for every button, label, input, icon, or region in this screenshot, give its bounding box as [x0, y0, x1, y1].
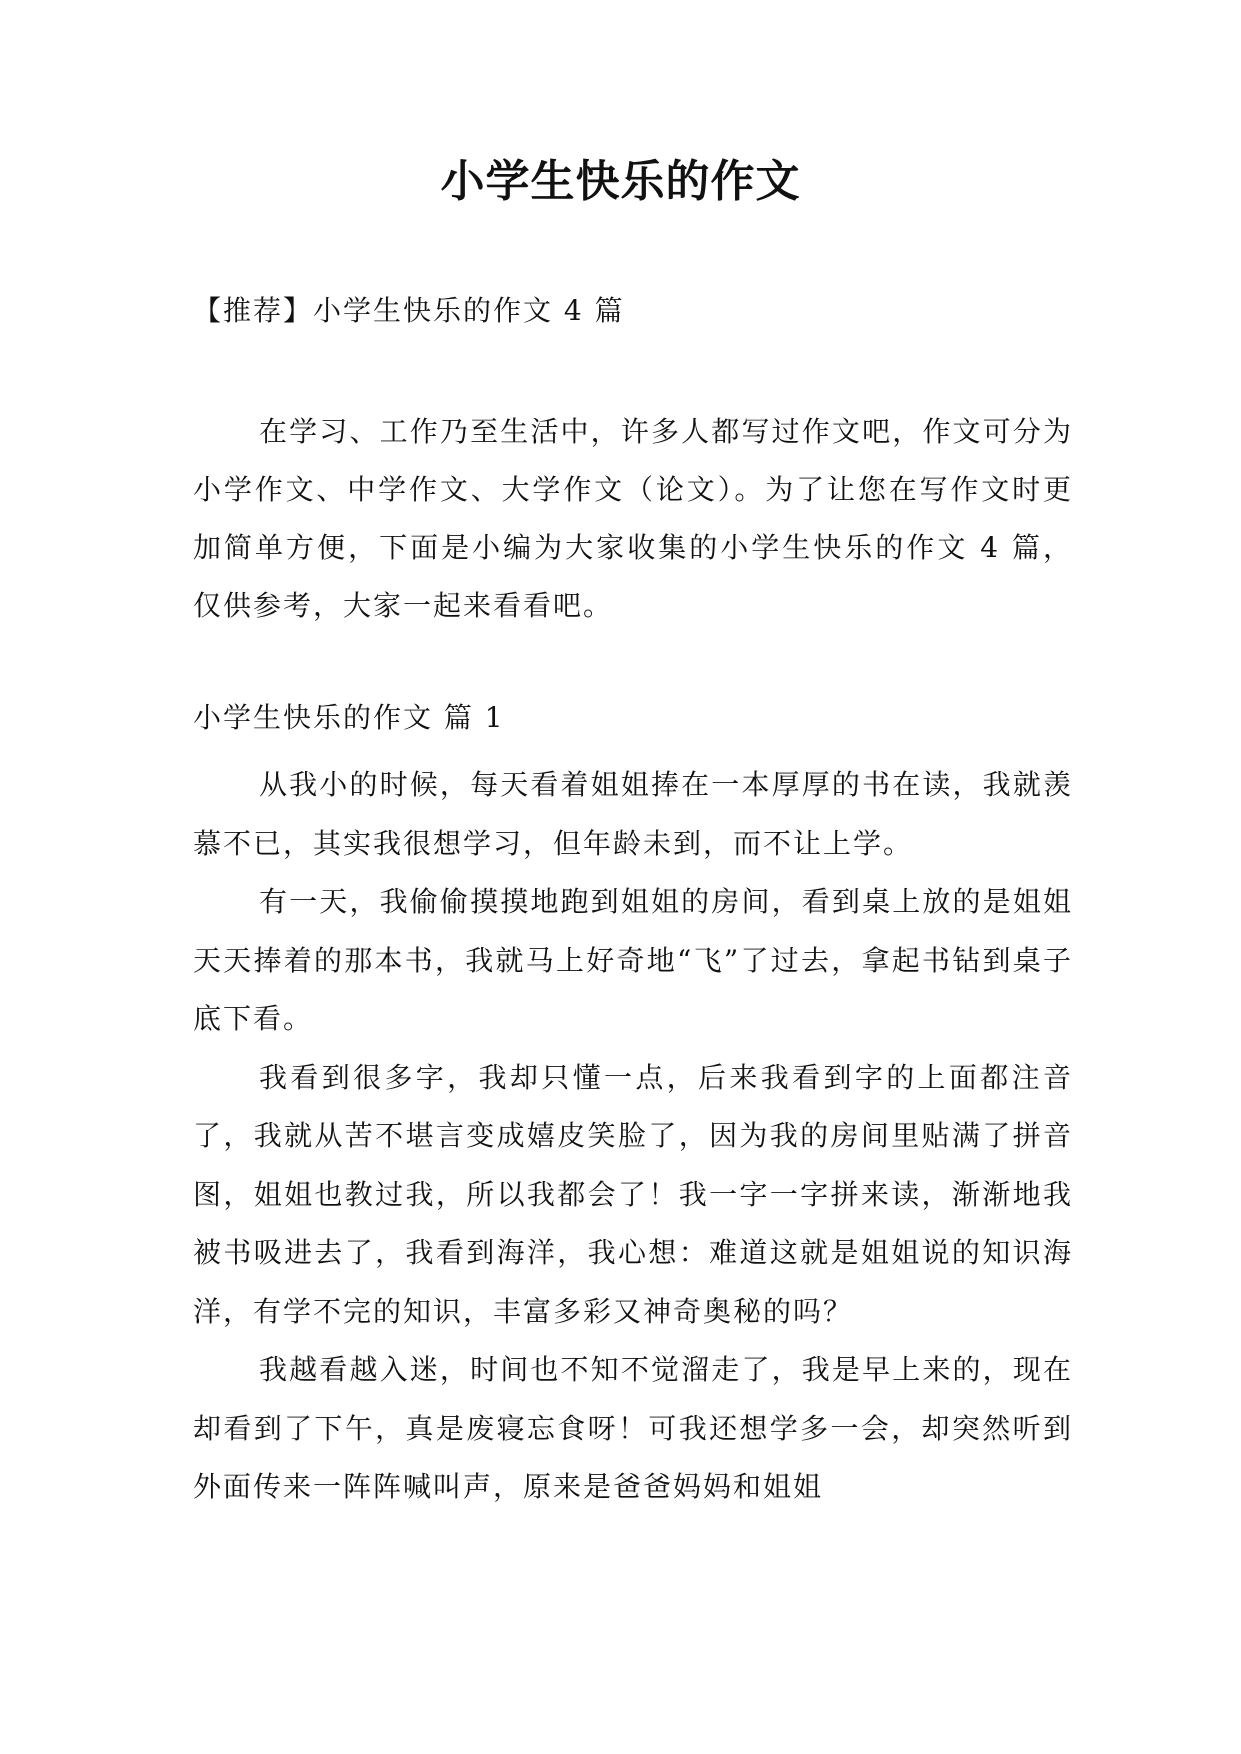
essay-paragraph-1: 从我小的时候，每天看着姐姐捧在一本厚厚的书在读，我就羡慕不已，其实我很想学习，但年龄未到，而不让上学。	[193, 768, 1073, 860]
intro-paragraph: 在学习、工作乃至生活中，许多人都写过作文吧，作文可分为小学作文、中学作文、大学作文（论文）。为了让您在写作文时更加简单方便，下面是小编为大家收集的小学生快乐的作文 4 篇，仅供参考，大家一起来看看吧。	[193, 415, 1073, 622]
document-subtitle: 【推荐】小学生快乐的作文 4 篇	[193, 294, 625, 327]
essay-paragraph-2: 有一天，我偷偷摸摸地跑到姐姐的房间，看到桌上放的是姐姐天天捧着的那本书，我就马上好奇地“飞”了过去，拿起书钻到桌子底下看。	[193, 885, 1073, 1035]
essay-body	[193, 756, 1073, 1517]
document-title: 小学生快乐的作文	[440, 156, 801, 207]
intro-section	[193, 403, 1073, 635]
essay-paragraph-3: 我看到很多字，我却只懂一点，后来我看到字的上面都注音了，我就从苦不堪言变成嬉皮笑脸了，因为我的房间里贴满了拼音图，姐姐也教过我，所以我都会了！我一字一字拼来读，渐渐地我被书吸进去了，我看到海洋，我心想：难道这就是姐姐说的知识海洋，有学不完的知识，丰富多彩又神奇奥秘的吗？	[193, 1060, 1073, 1328]
essay-paragraph-4: 我越看越入迷，时间也不知不觉溜走了，我是早上来的，现在却看到了下午，真是废寝忘食呀！可我还想学多一会，却突然听到外面传来一阵阵喊叫声，原来是爸爸妈妈和姐姐	[193, 1353, 1073, 1503]
section-heading: 小学生快乐的作文 篇 1	[193, 701, 505, 734]
